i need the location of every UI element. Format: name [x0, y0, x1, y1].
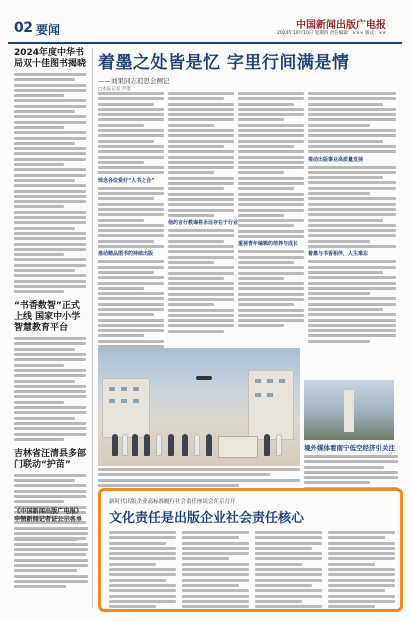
drone-icon [196, 376, 212, 380]
highlight-col-1 [109, 531, 176, 607]
paper-meta: 2024年10月10日 星期四 责任编辑：××× 版式：×× [276, 31, 386, 36]
subhead-2: 推动精品图书的持续出版 [98, 251, 154, 258]
highlight-headline: 文化责任是出版企业社会责任核心 [109, 511, 305, 526]
section-name: 要闻 [36, 23, 61, 37]
side-feature [304, 380, 398, 497]
column-divider [92, 48, 93, 608]
photo-caption-text [98, 468, 300, 489]
highlighted-article[interactable] [98, 488, 403, 612]
side-feature-title: 境外媒体看南宁低空经济引关注 [304, 444, 395, 452]
paper-name: 中国新闻出版广电报 [296, 20, 386, 31]
main-col-4 [308, 92, 396, 345]
news-photo [98, 348, 300, 466]
main-col-2 [168, 92, 239, 335]
subhead-4: 重视青年编辑的培养与成长 [238, 241, 299, 248]
highlight-body [109, 531, 395, 607]
main-subtitle: ——刘果同志追思会侧记 [98, 77, 170, 85]
bottom-left-headline: 《中国新闻出版广电报》申领新闻记者证公示名单 [14, 508, 83, 523]
vehicle [218, 436, 258, 458]
main-col-1 [98, 92, 164, 366]
subhead-1: 悼念各位爱好“人书之合” [98, 177, 155, 184]
main-article-header [98, 48, 398, 92]
main-byline: □本报记者 尹琨 [98, 87, 131, 92]
left-article-1-text [14, 73, 86, 293]
side-feature-image [304, 380, 394, 440]
left-headline-2: “书香数智”正式上线 国家中小学智慧教育平台 [14, 301, 81, 334]
subhead-6: 着墨与书香相伴，人生难忘 [308, 251, 369, 258]
masthead [6, 14, 404, 42]
masthead-rule [8, 42, 402, 44]
highlight-kicker: 新时代出版企业高标准履行社会责任座谈会在京召开 [109, 499, 236, 505]
subhead-5: 推动出版事业高质量发展 [308, 156, 364, 163]
highlight-col-4 [328, 531, 395, 607]
main-headline: 着墨之处皆是忆 字里行间满是情 [98, 53, 350, 73]
highlight-col-2 [182, 531, 249, 607]
main-col-3 [238, 92, 304, 330]
bottom-left-notice [14, 508, 88, 591]
building-left [102, 378, 150, 438]
left-headline-3: 吉林省汪清县多部门联动“护苗” [14, 448, 87, 470]
left-article-2-text [14, 337, 86, 441]
building-right [248, 370, 294, 440]
page-number: 02 [14, 20, 33, 36]
highlight-col-3 [255, 531, 322, 607]
left-headline-1: 2024年度中华书局双十佳图书揭晓 [14, 48, 87, 69]
subhead-3: 他的言行教诲将永远存在于行业 [168, 220, 239, 227]
